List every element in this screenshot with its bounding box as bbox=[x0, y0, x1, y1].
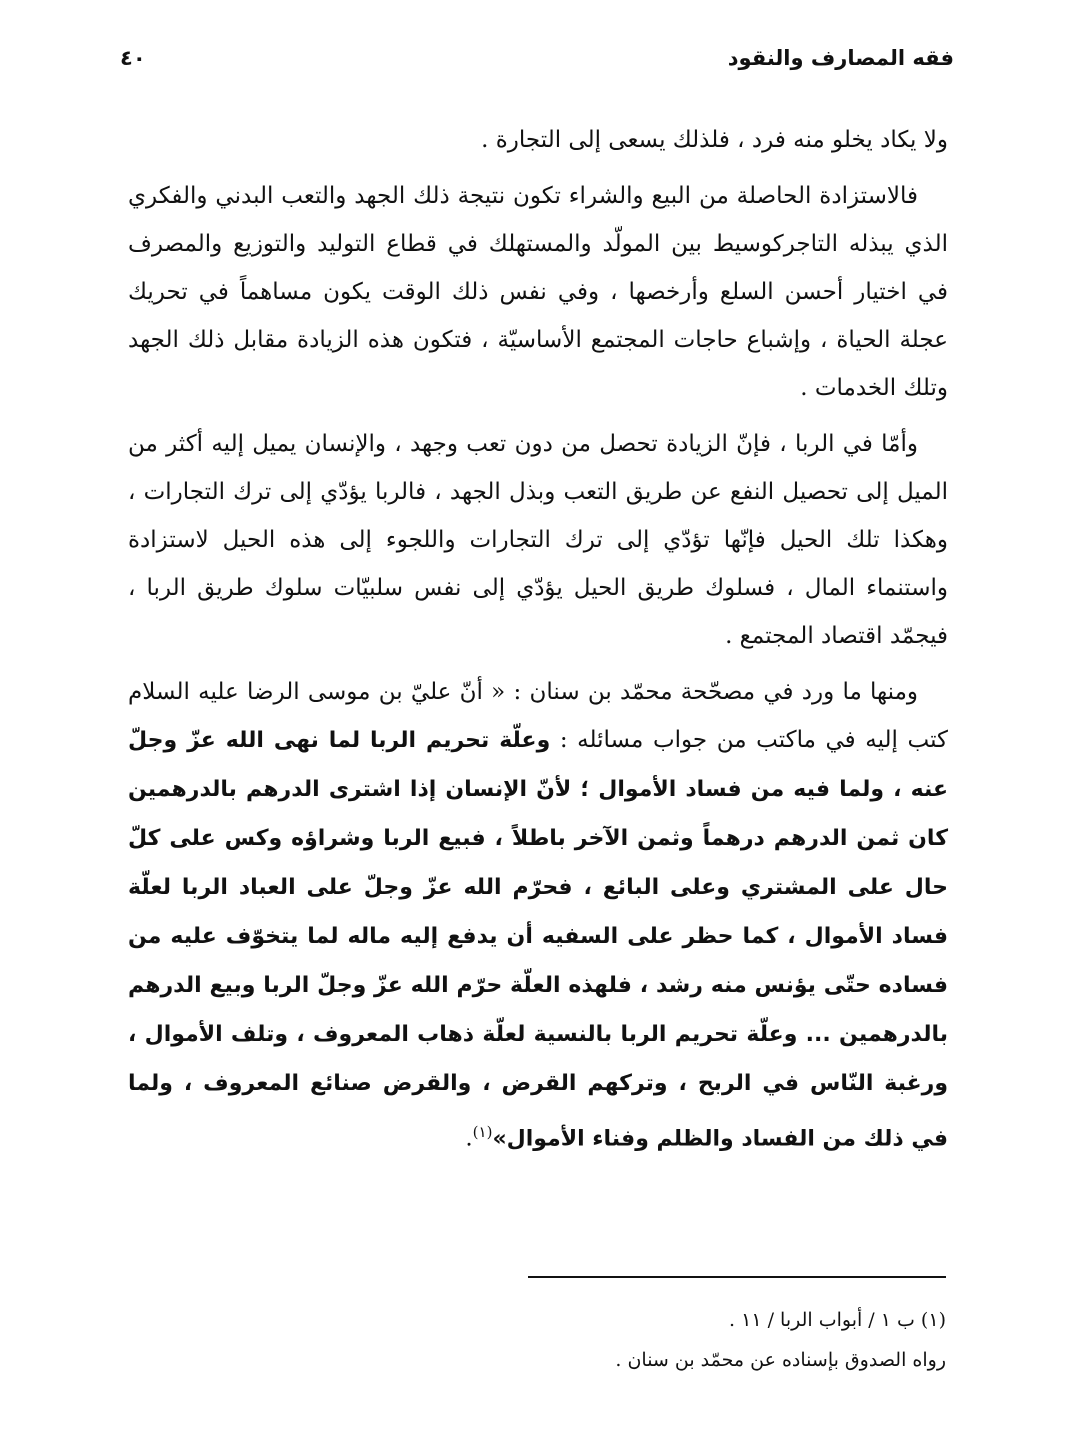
paragraph-1: ولا يكاد يخلو منه فرد ، فلذلك يسعى إلى التجارة . bbox=[481, 127, 948, 153]
paragraph-4-hadith bbox=[128, 668, 948, 1164]
hadith-text: وعلّة تحريم الربا لما نهى الله عزّ وجلّ عنه ، ولما فيه من فساد الأموال ؛ لأنّ الإنسان إذا اشترى الدرهم بالدرهمين كان ثمن الدرهم درهماً وثمن الآخر باطلاً ، فبيع الربا وشراؤه وكس على كلّ حال على المشتري وعلى البائع ، فحرّم الله عزّ وجلّ على العباد الربا لعلّة فساد الأموال ، كما حظر على السفيه أن يدفع إليه ماله لما يتخوّف عليه من فساده حتّى يؤنس منه رشد ، فلهذه العلّة حرّم الله عزّ وجلّ الربا وبيع الدرهم بالدرهمين ... وعلّة تحريم الربا بالنسية لعلّة ذهاب المعروف ، وتلف الأموال ، ورغبة النّاس في الربح ، وتركهم القرض ، والقرض صنائع المعروف ، ولما في ذلك من الفساد والظلم وفناء الأموال bbox=[128, 728, 948, 1152]
closing-quote: » bbox=[492, 1126, 507, 1152]
hadith-intro: ومنها ما ورد في مصحّحة محمّد بن سنان : « أنّ عليّ بن موسى الرضا عليه السلام كتب إليه في ماكتب من جواب مسائله : bbox=[128, 679, 949, 753]
running-header bbox=[120, 38, 954, 78]
page-number: ٤٠ bbox=[120, 46, 146, 70]
footnote-marker: (١) bbox=[472, 1123, 493, 1141]
paragraph-3: وأمّا في الربا ، فإنّ الزيادة تحصل من دون تعب وجهد ، والإنسان يميل إليه أكثر من الميل إلى تحصيل النفع عن طريق التعب وبذل الجهد ، فالربا يؤدّي إلى ترك التجارات ، وهكذا تلك الحيل فإنّها تؤدّي إلى ترك التجارات واللجوء إلى هذه الحيل لاستزادة واستنماء المال ، فسلوك طريق الحيل يؤدّي إلى نفس سلبيّات سلوك طريق الربا ، فيجمّد اقتصاد المجتمع . bbox=[128, 431, 948, 649]
footnote-1: (١) ب ١ / أبواب الربا / ١١ . bbox=[729, 1309, 946, 1331]
sentence-end: . bbox=[465, 1125, 473, 1152]
footnote-divider bbox=[528, 1276, 946, 1278]
footnotes bbox=[128, 1300, 946, 1380]
paragraph-2: فالاستزادة الحاصلة من البيع والشراء تكون نتيجة ذلك الجهد والتعب البدني والفكري الذي يبذله التاجركوسيط بين المولّد والمستهلك في قطاع التوليد والتوزيع والمصرف في اختيار أحسن السلع وأرخصها ، وفي نفس ذلك الوقت يكون مساهماً في تحريك عجلة الحياة ، وإشباع حاجات المجتمع الأساسيّة ، فتكون هذه الزيادة مقابل ذلك الجهد وتلك الخدمات . bbox=[128, 183, 948, 401]
footnote-2: رواه الصدوق بإسناده عن محمّد بن سنان . bbox=[615, 1349, 946, 1371]
main-text bbox=[128, 116, 948, 1172]
book-title: فقه المصارف والنقود bbox=[727, 46, 954, 70]
